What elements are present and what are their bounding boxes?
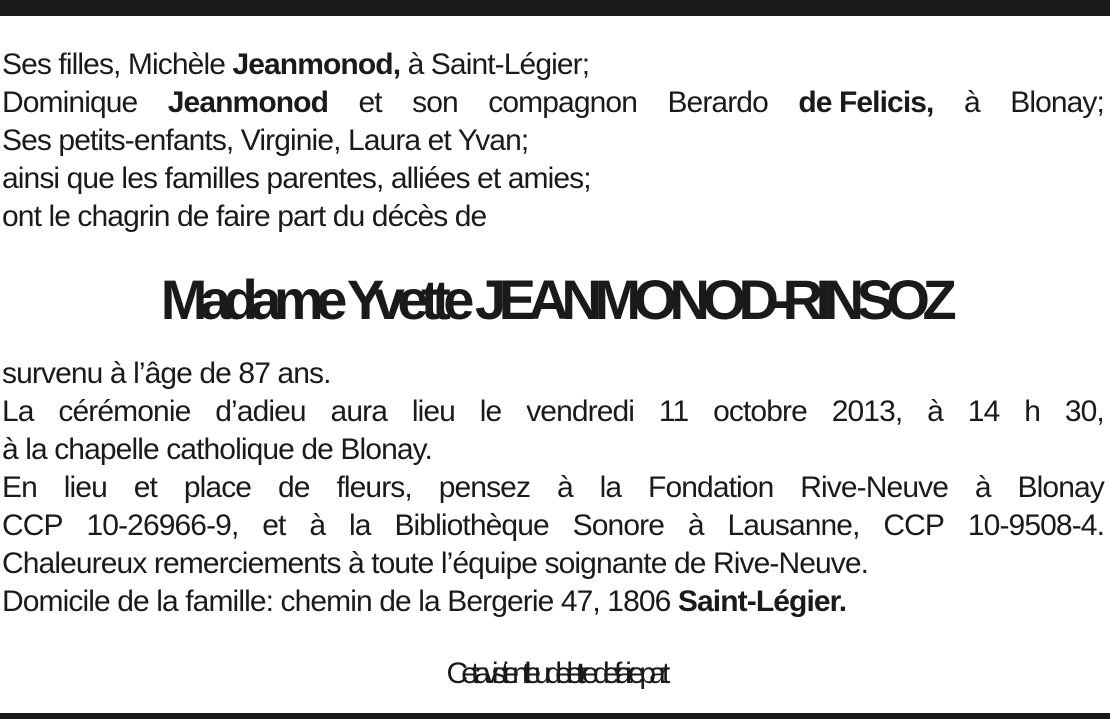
intro-line-4: ainsi que les familles parentes, alliées et amies; xyxy=(2,162,591,195)
top-rule xyxy=(0,0,1110,16)
family-announcement xyxy=(2,46,1104,236)
deceased-name: Madame Yvette JEANMONOD-RINSOZ xyxy=(160,268,950,331)
intro-line-5: ont le chagrin de faire part du décès de xyxy=(2,200,487,233)
details-line-1: survenu à l’âge de 87 ans. xyxy=(2,357,331,390)
details-line-7: Domicile de la famille: chemin de la Bergerie 47, 1806 Saint-Légier. xyxy=(2,585,847,618)
details-line-4: En lieu et place de fleurs, pensez à la Fondation Rive-Neuve à Blonay xyxy=(2,471,1104,504)
bottom-rule xyxy=(0,713,1110,719)
intro-line-1: Ses filles, Michèle Jeanmonod, à Saint-Légier; xyxy=(2,48,590,81)
details-line-6: Chaleureux remerciements à toute l’équipe soignante de Rive-Neuve. xyxy=(2,547,869,580)
details-line-2: La cérémonie d’adieu aura lieu le vendredi 11 octobre 2013, à 14 h 30, xyxy=(2,395,1104,428)
details-line-5: CCP 10-26966-9, et à la Bibliothèque Sonore à Lausanne, CCP 10-9508-4. xyxy=(2,509,1104,542)
footer-note: Cet avis tient lieu de lettre de faire part xyxy=(446,657,664,690)
intro-line-3: Ses petits-enfants, Virginie, Laura et Yvan; xyxy=(2,124,529,157)
details-line-3: à la chapelle catholique de Blonay. xyxy=(2,433,432,466)
intro-line-2: Dominique Jeanmonod et son compagnon Berardo de Felicis, à Blonay; xyxy=(2,86,1104,119)
ceremony-details xyxy=(2,355,1104,621)
